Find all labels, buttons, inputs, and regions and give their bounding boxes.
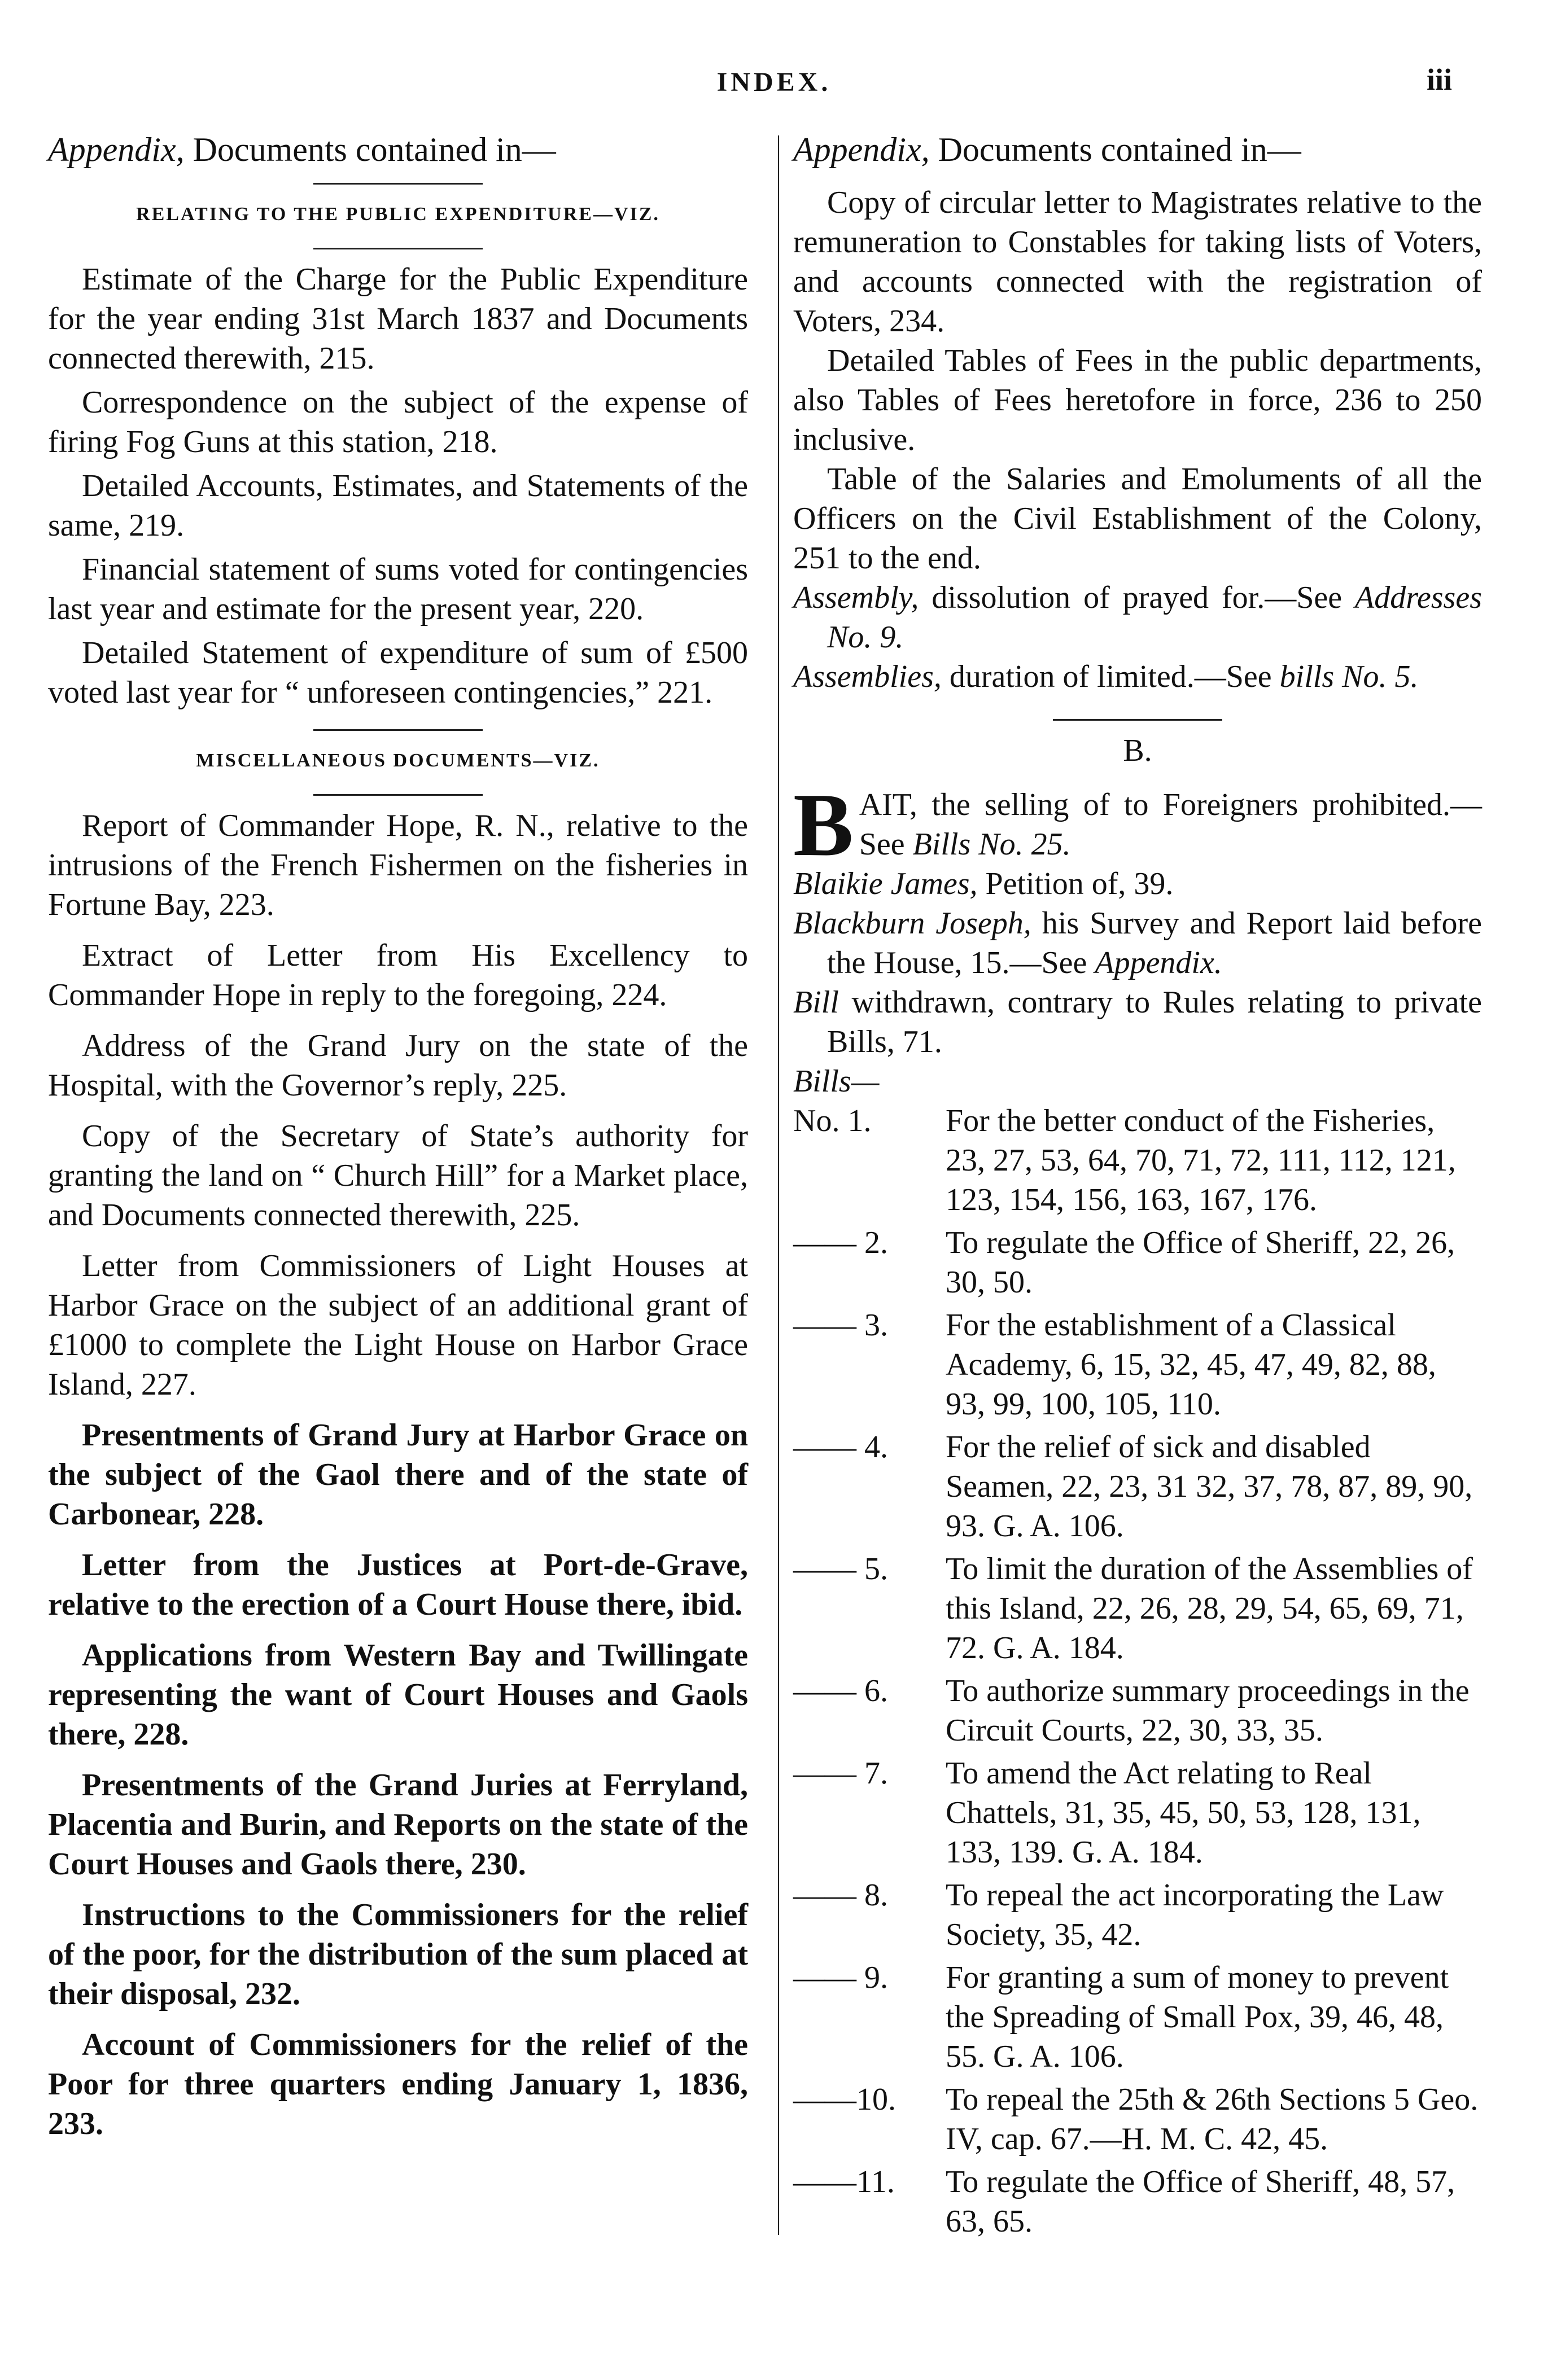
- index-entry: Correspondence on the subject of the expense of firing Fog Guns at this station, 218.: [48, 385, 748, 459]
- bill-text: To repeal the 25th & 26th Sections 5 Geo. IV, cap. 67.—H. M. C. 42, 45.: [946, 2082, 1479, 2157]
- index-entry: Applications from Western Bay and Twillingate representing the want of Court Houses and Gaols there, 228.: [48, 1638, 748, 1752]
- index-entry: Extract of Letter from His Excellency to Commander Hope in reply to the foregoing, 224.: [48, 938, 748, 1013]
- bill-number: ——11.: [793, 2164, 895, 2199]
- bill-text: To limit the duration of the Assemblies of this Island, 22, 26, 28, 29, 54, 65, 69, 71, 72. G. A. 184.: [946, 1551, 1473, 1665]
- entry-term: Assembly,: [793, 580, 919, 615]
- index-entry: Letter from the Justices at Port-de-Grave, relative to the erection of a Court House there, ibid.: [48, 1548, 748, 1622]
- index-entry: Detailed Tables of Fees in the public departments, also Tables of Fees heretofore in force, 236 to 250 inclusive.: [793, 343, 1482, 457]
- bill-entry: [793, 1875, 1482, 1954]
- index-entry: Detailed Statement of expenditure of sum of £500 voted last year for “ unforeseen contingencies,” 221.: [48, 635, 748, 710]
- rule: [313, 183, 483, 185]
- bill-text: To regulate the Office of Sheriff, 22, 26, 30, 50.: [946, 1225, 1455, 1300]
- bill-text: To amend the Act relating to Real Chattels, 31, 35, 45, 50, 53, 128, 131, 133, 139. G. A. 184.: [946, 1756, 1421, 1870]
- index-entry: Letter from Commissioners of Light Houses at Harbor Grace on the subject of an additional grant of £1000 to complete the Light House on Harbor Grace Island, 227.: [48, 1248, 748, 1402]
- page-number: iii: [1426, 63, 1452, 97]
- bill-entry: [793, 1671, 1482, 1750]
- entry-term: Bill: [793, 985, 839, 1020]
- index-entry-bill: [793, 983, 1482, 1062]
- index-entry-assemblies: [793, 657, 1482, 696]
- entry-reference: Appendix.: [1095, 945, 1222, 980]
- entry-term: Blackburn Joseph,: [793, 906, 1031, 941]
- bill-number: —— 4.: [793, 1430, 888, 1465]
- index-entry-blackburn: [793, 904, 1482, 983]
- bill-number: —— 2.: [793, 1225, 888, 1260]
- left-heading-term: Appendix,: [48, 131, 185, 168]
- bill-entry: [793, 1427, 1482, 1546]
- entry-reference: Addresses No. 9.: [827, 580, 1482, 655]
- bill-entry: [793, 1549, 1482, 1668]
- rule: [313, 794, 483, 796]
- index-entry-assembly: [793, 578, 1482, 657]
- left-heading-text: Documents contained in—: [184, 131, 556, 168]
- bill-text: For the relief of sick and disabled Seamen, 22, 23, 31 32, 37, 78, 87, 89, 90, 93. G. A. 106.: [946, 1430, 1473, 1544]
- entry-term: Bills—: [793, 1064, 880, 1099]
- bill-entry: [793, 1101, 1482, 1220]
- index-entry: Report of Commander Hope, R. N., relative to the intrusions of the French Fishermen on the fisheries in Fortune Bay, 223.: [48, 808, 748, 922]
- entry-text: AIT, the selling of to Foreigners prohibited.—See: [859, 787, 1482, 862]
- bill-number: —— 3.: [793, 1308, 888, 1343]
- bill-number: —— 8.: [793, 1878, 888, 1913]
- index-entry: Copy of circular letter to Magistrates relative to the remuneration to Constables for taking lists of Voters, and accounts connected with the registration of Voters, 234.: [793, 185, 1482, 339]
- index-entry: Account of Commissioners for the relief of the Poor for three quarters ending January 1, 1836, 233.: [48, 2027, 748, 2141]
- right-heading-text: Documents contained in—: [929, 131, 1301, 168]
- section-label-expenditure: RELATING TO THE PUBLIC EXPENDITURE—VIZ.: [136, 204, 660, 225]
- bill-text: For the better conduct of the Fisheries, 23, 27, 53, 64, 70, 71, 72, 111, 112, 121, 123, 154, 156, 163, 167, 176.: [946, 1103, 1456, 1217]
- bill-number: —— 7.: [793, 1756, 888, 1791]
- entry-text: dissolution of prayed for.—See: [919, 580, 1355, 615]
- bill-entry: [793, 2162, 1482, 2241]
- bill-number: ——10.: [793, 2082, 896, 2117]
- index-entry: Instructions to the Commissioners for the relief of the poor, for the distribution of the sum placed at their disposal, 232.: [48, 1897, 748, 2011]
- entry-reference: bills No. 5.: [1279, 659, 1419, 694]
- bill-number: —— 9.: [793, 1960, 888, 1995]
- bill-text: To regulate the Office of Sheriff, 48, 57, 63, 65.: [946, 2164, 1455, 2239]
- index-entry: Detailed Accounts, Estimates, and Statements of the same, 219.: [48, 468, 748, 543]
- bill-entry: [793, 1223, 1482, 1302]
- right-heading: [793, 130, 1482, 169]
- left-heading: [48, 130, 748, 169]
- index-entry: Address of the Grand Jury on the state of the Hospital, with the Governor’s reply, 225.: [48, 1028, 748, 1103]
- rule: [313, 729, 483, 731]
- bill-text: For granting a sum of money to prevent the Spreading of Small Pox, 39, 46, 48, 55. G. A. 106.: [946, 1960, 1449, 2074]
- column-divider: [778, 135, 779, 2235]
- bills-list: [793, 1101, 1482, 2241]
- bill-text: To authorize summary proceedings in the Circuit Courts, 22, 30, 33, 35.: [946, 1673, 1470, 1748]
- entry-term: Assemblies,: [793, 659, 942, 694]
- index-entry-blaikie: [793, 864, 1482, 904]
- bill-entry: [793, 2080, 1482, 2159]
- index-entry-bait: [793, 774, 1482, 875]
- bill-entry: [793, 1754, 1482, 1872]
- right-column: [793, 130, 1482, 2245]
- bills-heading: [793, 1062, 1482, 1101]
- entry-reference: Bills No. 25.: [912, 827, 1071, 862]
- bill-text: For the establishment of a Classical Academy, 6, 15, 32, 45, 47, 49, 82, 88, 93, 99, 100, 105, 110.: [946, 1308, 1436, 1422]
- entry-text: his Survey and Report laid before the House, 15.—See: [827, 906, 1483, 980]
- entry-text: duration of limited.—See: [941, 659, 1280, 694]
- index-entry: Estimate of the Charge for the Public Expenditure for the year ending 31st March 1837 and Documents connected therewith, 215.: [48, 262, 748, 376]
- index-entry: Presentments of the Grand Juries at Ferryland, Placentia and Burin, and Reports on the state of the Court Houses and Gaols there, 230.: [48, 1768, 748, 1882]
- rule: [313, 248, 483, 249]
- right-heading-term: Appendix,: [793, 131, 930, 168]
- rule: [1053, 719, 1222, 721]
- entry-term: Blaikie James,: [793, 866, 978, 901]
- bill-text: To repeal the act incorporating the Law Society, 35, 42.: [946, 1878, 1444, 1952]
- bill-entry: [793, 1305, 1482, 1424]
- bill-number: —— 6.: [793, 1673, 888, 1708]
- left-column: [48, 130, 748, 2155]
- bill-number: —— 5.: [793, 1551, 888, 1586]
- section-letter: B.: [1123, 733, 1152, 768]
- entry-text: withdrawn, contrary to Rules relating to private Bills, 71.: [827, 985, 1482, 1059]
- index-entry: Copy of the Secretary of State’s authority for granting the land on “ Church Hill” for a Market place, and Documents connected therewith, 225.: [48, 1119, 748, 1233]
- index-entry: Table of the Salaries and Emoluments of all the Officers on the Civil Establishment of the Colony, 251 to the end.: [793, 462, 1482, 576]
- section-label-miscellaneous: MISCELLANEOUS DOCUMENTS—VIZ.: [196, 750, 600, 771]
- index-entry: Financial statement of sums voted for contingencies last year and estimate for the present year, 220.: [48, 552, 748, 626]
- entry-text: Petition of, 39.: [977, 866, 1174, 901]
- bill-number: No. 1.: [793, 1103, 872, 1138]
- bill-entry: [793, 1958, 1482, 2076]
- index-entry: Presentments of Grand Jury at Harbor Grace on the subject of the Gaol there and of the state of Carbonear, 228.: [48, 1418, 748, 1532]
- running-header: INDEX.: [716, 67, 832, 97]
- drop-cap: B: [793, 774, 854, 875]
